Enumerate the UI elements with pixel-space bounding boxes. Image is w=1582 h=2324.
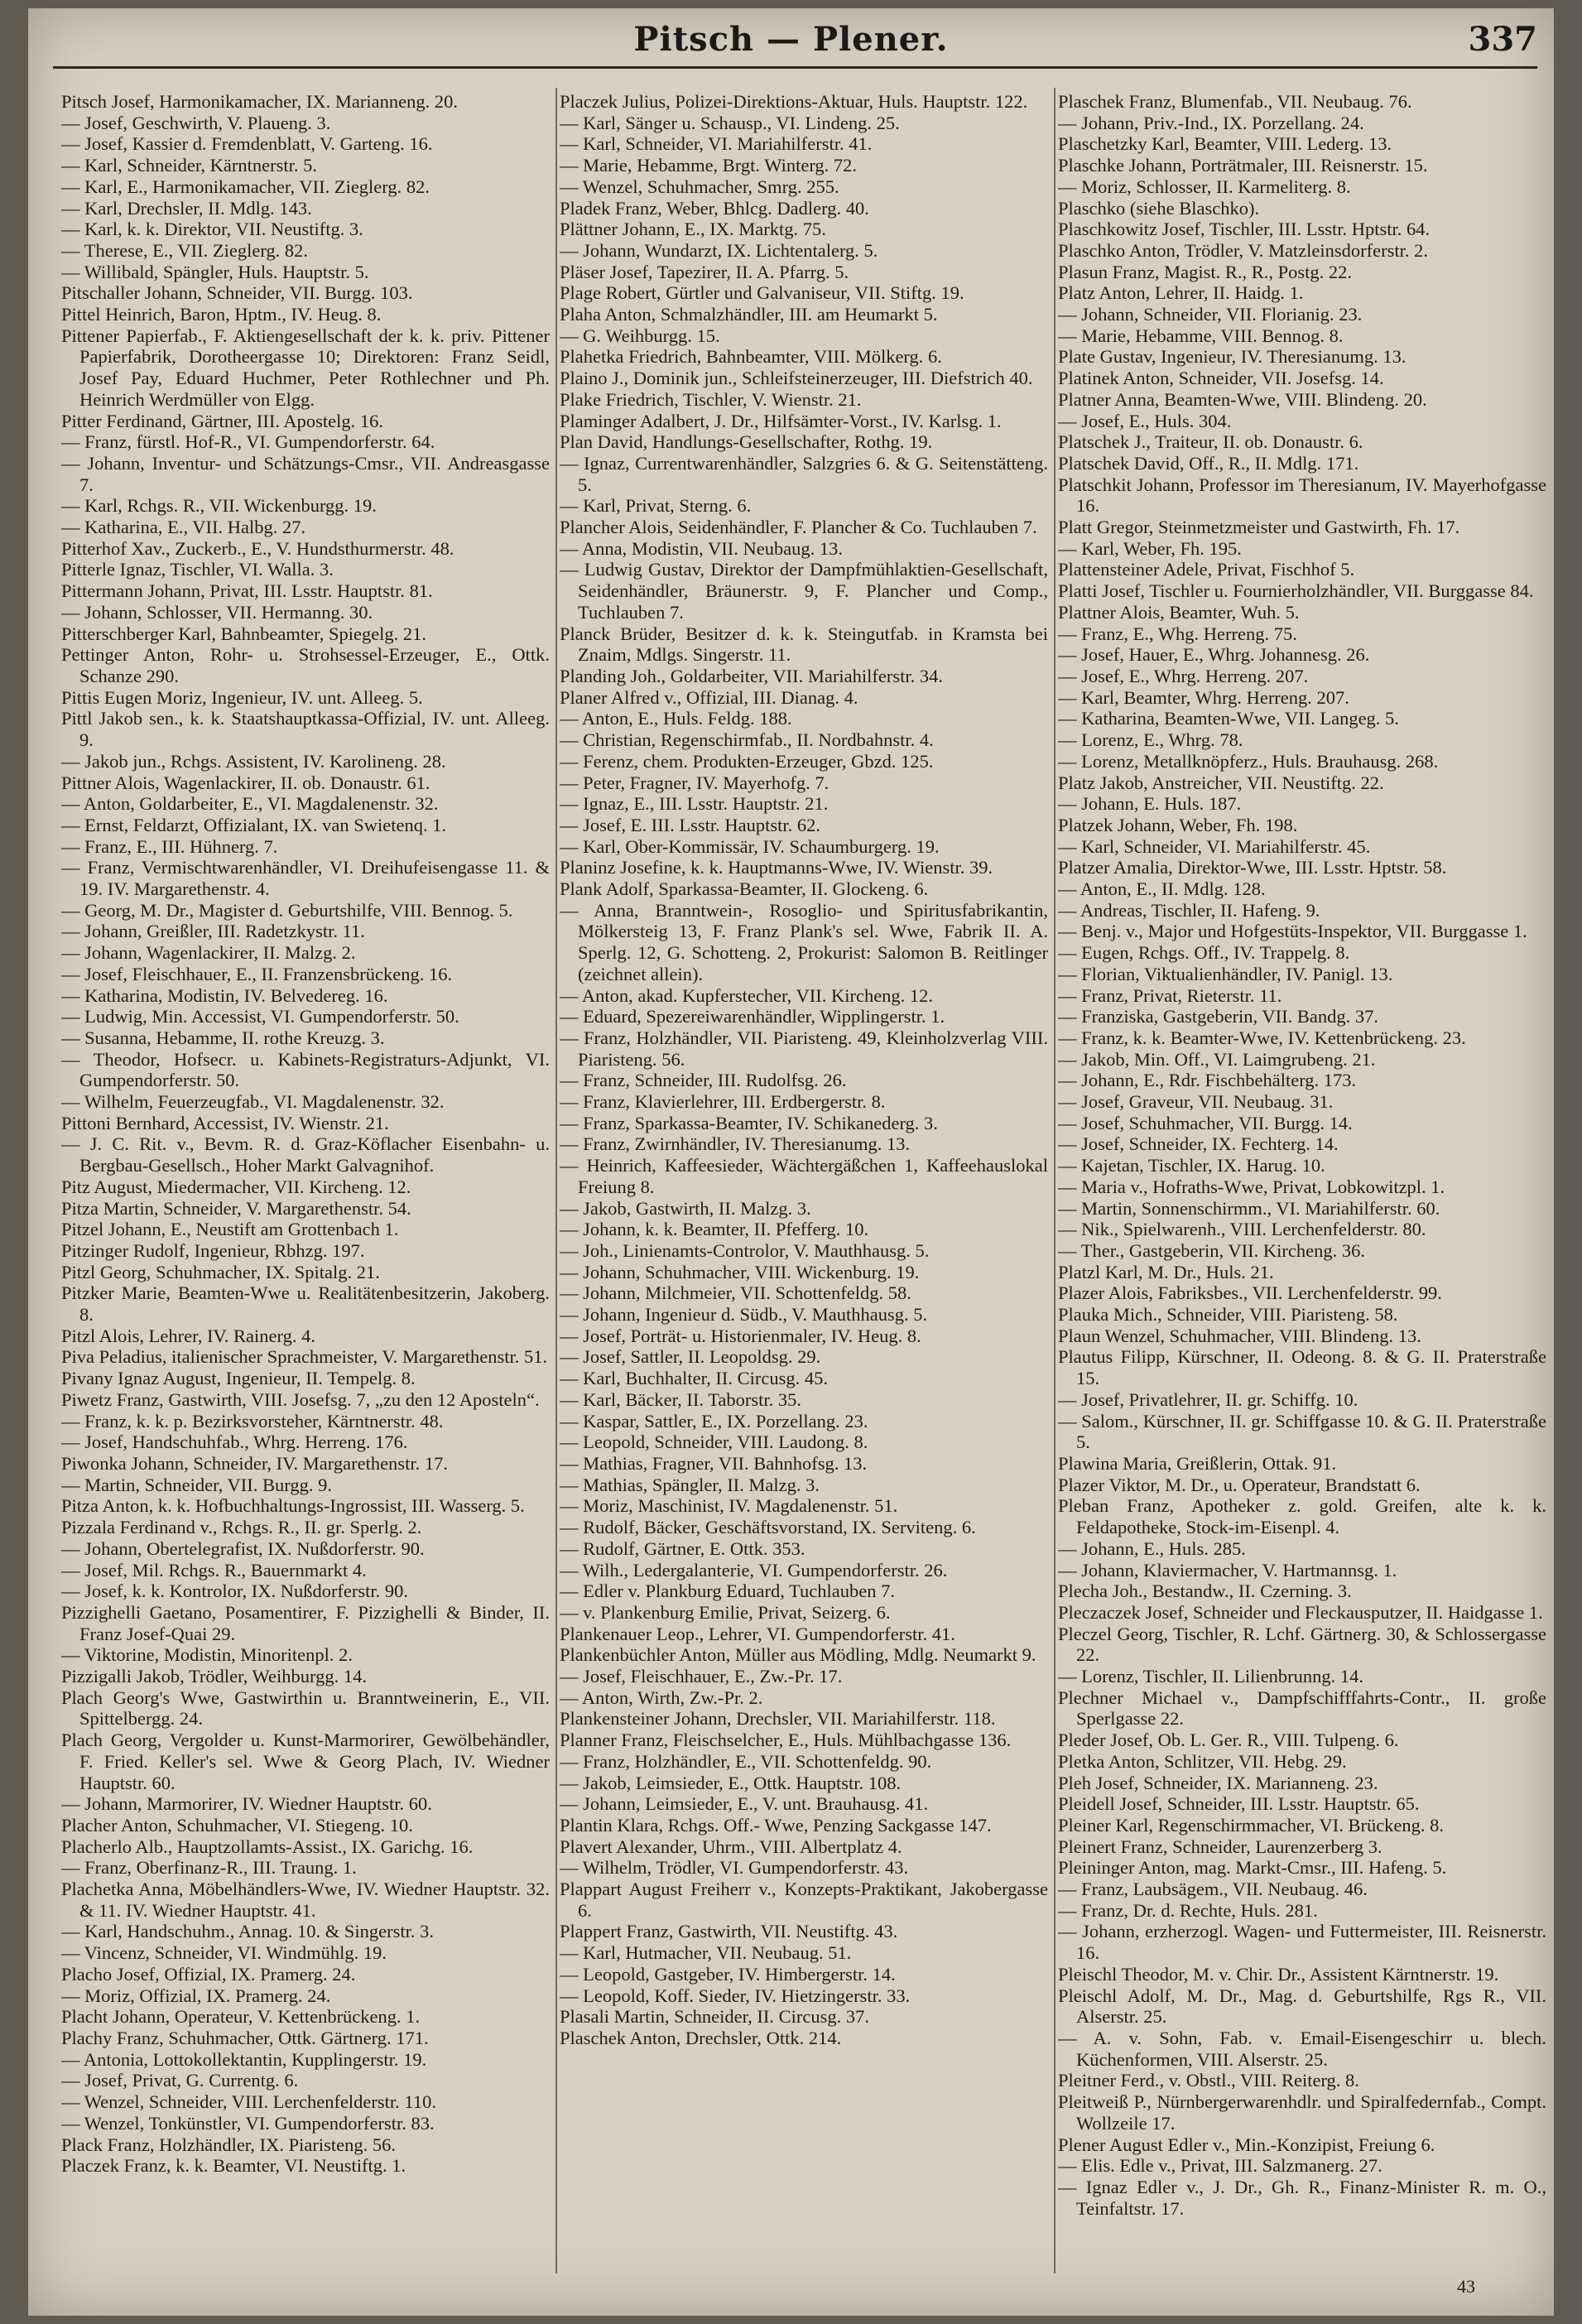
directory-entry: — Franz, k. k. Beamter-Wwe, IV. Kettenbrückeng. 23.: [1058, 1027, 1466, 1048]
directory-entry: — Johann, Wundarzt, IX. Lichtentalerg. 5.: [560, 239, 878, 261]
directory-entry: — Franz, fürstl. Hof-R., VI. Gumpendorferstr. 64.: [61, 431, 435, 453]
directory-entry: — Johann, Schuhmacher, VIII. Wickenburg. 19.: [560, 1261, 920, 1282]
directory-entry: Plener August Edler v., Min.-Konzipist, Freiung 6.: [1058, 2134, 1435, 2155]
directory-entry: — Johann, Obertelegrafist, IX. Nußdorferstr. 90.: [61, 1537, 425, 1559]
running-title: Pitsch — Plener.: [633, 20, 949, 59]
directory-entry: — Johann, Leimsieder, E., V. unt. Brauhausg. 41.: [560, 1793, 929, 1815]
directory-entry: Plan David, Handlungs-Gesellschafter, Rothg. 19.: [560, 431, 933, 453]
directory-entry: Pizzighelli Gaetano, Posamentirer, F. Pizzighelli & Binder, II. Franz Josef-Quai 29.: [61, 1601, 550, 1644]
directory-entry: Platschek David, Off., R., II. Mdlg. 171.: [1058, 452, 1359, 474]
directory-entry: Plaschek Franz, Blumenfab., VII. Neubaug. 76.: [1058, 91, 1412, 112]
directory-entry: — Lorenz, Metallknöpferz., Huls. Brauhausg. 268.: [1058, 750, 1439, 772]
directory-entry: — Mathias, Spängler, II. Malzg. 3.: [560, 1474, 820, 1495]
directory-entry: — Kaspar, Sattler, E., IX. Porzellang. 23.: [560, 1410, 868, 1431]
directory-entry: Pleiner Karl, Regenschirmmacher, VI. Brückeng. 8.: [1058, 1814, 1445, 1836]
directory-entry: — Marie, Hebamme, VIII. Bennog. 8.: [1058, 325, 1344, 346]
directory-entry: — Karl, E., Harmonikamacher, VII. Zieglerg. 82.: [61, 176, 430, 197]
directory-entry: Plachy Franz, Schuhmacher, Ottk. Gärtnerg. 171.: [61, 2027, 429, 2048]
directory-entry: — Josef, Fleischhauer, E., Zw.-Pr. 17.: [560, 1666, 843, 1687]
directory-page: [28, 8, 1554, 2316]
directory-entry: Plankenbüchler Anton, Müller aus Mödling, Mdlg. Neumarkt 9.: [560, 1644, 1036, 1666]
directory-entry: — Susanna, Hebamme, II. rothe Kreuzg. 3.: [61, 1027, 385, 1048]
directory-entry: — Franz, Privat, Rieterstr. 11.: [1058, 984, 1282, 1006]
directory-entry: — Johann, Wagenlackirer, II. Malzg. 2.: [61, 942, 356, 964]
column-divider: [1054, 88, 1055, 2273]
directory-entry: — Josef, Kassier d. Fremdenblatt, V. Garteng. 16.: [61, 133, 433, 155]
directory-entry: — Florian, Viktualienhändler, IV. Panigl. 13.: [1058, 963, 1393, 984]
directory-entry: Pläser Josef, Tapezirer, II. A. Pfarrg. 5.: [560, 261, 849, 282]
directory-entry: — Franz, Vermischtwarenhändler, VI. Dreihufeisengasse 11. & 19. IV. Margarethenstr. 4.: [61, 857, 550, 900]
directory-entry: — Josef, Fleischhauer, E., II. Franzensbrückeng. 16.: [61, 963, 453, 984]
directory-entry: Plaha Anton, Schmalzhändler, III. am Heumarkt 5.: [560, 304, 938, 325]
directory-entry: Plank Adolf, Sparkassa-Beamter, II. Glockeng. 6.: [560, 878, 929, 900]
directory-entry: Plattensteiner Adele, Privat, Fischhof 5.: [1058, 559, 1355, 580]
directory-entry: — Ernst, Feldarzt, Offizialant, IX. van Swietenq. 1.: [61, 814, 447, 835]
directory-entry: Placzek Franz, k. k. Beamter, VI. Neustiftg. 1.: [61, 2155, 406, 2177]
directory-entry: — Jakob, Leimsieder, E., Ottk. Hauptstr. 108.: [560, 1772, 902, 1793]
header-rule: [53, 66, 1537, 69]
directory-entry: Platinek Anton, Schneider, VII. Josefsg. 14.: [1058, 368, 1384, 389]
directory-entry: — Ignaz, E., III. Lsstr. Hauptstr. 21.: [560, 793, 829, 815]
directory-entry: — Josef, Sattler, II. Leopoldsg. 29.: [560, 1346, 821, 1368]
directory-entry: Pitzl Alois, Lehrer, IV. Rainerg. 4.: [61, 1325, 315, 1346]
directory-entry: — Christian, Regenschirmfab., II. Nordbahnstr. 4.: [560, 729, 934, 751]
directory-entry: Plasali Martin, Schneider, II. Circusg. 37.: [560, 2006, 870, 2028]
directory-entry: Planding Joh., Goldarbeiter, VII. Mariahilferstr. 34.: [560, 665, 943, 686]
directory-entry: — A. v. Sohn, Fab. v. Email-Eisengeschirr u. blech. Küchenformen, VIII. Alserstr. 25.: [1058, 2027, 1546, 2070]
directory-entry: Pitter Ferdinand, Gärtner, III. Apostelg. 16.: [61, 410, 384, 431]
directory-entry: Plattner Alois, Beamter, Wuh. 5.: [1058, 601, 1300, 623]
directory-entry: — Lorenz, E., Whrg. 78.: [1058, 729, 1243, 751]
directory-entry: — Eugen, Rchgs. Off., IV. Trappelg. 8.: [1058, 942, 1350, 964]
directory-entry: — Franz, k. k. p. Bezirksvorsteher, Kärntnerstr. 48.: [61, 1410, 444, 1431]
directory-entry: — Anton, Goldarbeiter, E., VI. Magdalenenstr. 32.: [61, 793, 439, 815]
directory-entry: Pizzala Ferdinand v., Rchgs. R., II. gr. Sperlg. 2.: [61, 1517, 422, 1538]
directory-entry: Plechner Michael v., Dampfschifffahrts-Contr., II. große Sperlgasse 22.: [1058, 1686, 1546, 1730]
directory-entry: Plaschetzky Karl, Beamter, VIII. Lederg. 13.: [1058, 133, 1392, 155]
directory-entry: Plaschek Anton, Drechsler, Ottk. 214.: [560, 2027, 842, 2048]
directory-entry: — Josef, Geschwirth, V. Plaueng. 3.: [61, 112, 331, 133]
directory-entry: Plate Gustav, Ingenieur, IV. Theresianumg. 13.: [1058, 346, 1406, 368]
directory-entry: — Johann, Schlosser, VII. Hermanng. 30.: [61, 601, 373, 623]
directory-entry: — Johann, E. Huls. 187.: [1058, 793, 1242, 815]
directory-entry: — Ludwig Gustav, Direktor der Dampfmühlaktien-Gesellschaft, Seidenhändler, Bräunerstr. 9, F. Plancher und Comp., Tuchlauben 7.: [560, 559, 1048, 623]
directory-entry: Planner Franz, Fleischselcher, E., Huls. Mühlbachgasse 136.: [560, 1730, 1012, 1751]
directory-entry: — Martin, Sonnenschirmm., VI. Mariahilferstr. 60.: [1058, 1197, 1440, 1219]
directory-entry: Pittner Alois, Wagenlackirer, II. ob. Donaustr. 61.: [61, 772, 430, 793]
directory-entry: Pleidell Josef, Schneider, III. Lsstr. Hauptstr. 65.: [1058, 1793, 1420, 1815]
directory-entry: — Peter, Fragner, IV. Mayerhofg. 7.: [560, 772, 829, 793]
directory-entry: — Salom., Kürschner, II. gr. Schiffgasse 10. & G. II. Praterstraße 5.: [1058, 1410, 1546, 1453]
directory-entry: Plack Franz, Holzhändler, IX. Piaristeng. 56.: [61, 2134, 397, 2155]
directory-entry: — Johann, Priv.-Ind., IX. Porzellang. 24.: [1058, 112, 1364, 133]
directory-entry: — Rudolf, Bäcker, Geschäftsvorstand, IX. Serviteng. 6.: [560, 1517, 976, 1538]
directory-entry: Plaschke Johann, Porträtmaler, III. Reisnerstr. 15.: [1058, 155, 1428, 176]
directory-entry: — Kajetan, Tischler, IX. Harug. 10.: [1058, 1155, 1325, 1176]
directory-entry: — Johann, Milchmeier, VII. Schottenfeldg. 58.: [560, 1282, 911, 1304]
directory-entry: — Karl, Weber, Fh. 195.: [1058, 537, 1242, 559]
directory-entry: Platner Anna, Beamten-Wwe, VIII. Blindeng. 20.: [1058, 388, 1427, 410]
directory-entry: — Karl, k. k. Direktor, VII. Neustiftg. 3.: [61, 219, 363, 240]
directory-entry: — Josef, E., Huls. 304.: [1058, 410, 1232, 431]
directory-entry: — Antonia, Lottokollektantin, Kupplingerstr. 19.: [61, 2048, 427, 2070]
directory-entry: — J. C. Rit. v., Bevm. R. d. Graz-Köflacher Eisenbahn- u. Bergbau-Gesellsch., Hoher Markt Galvagnihof.: [61, 1133, 550, 1176]
directory-entry: Pitzinger Rudolf, Ingenieur, Rbhzg. 197.: [61, 1239, 365, 1261]
directory-entry: Platt Gregor, Steinmetzmeister und Gastwirth, Fh. 17.: [1058, 517, 1460, 538]
directory-entry: Pleh Josef, Schneider, IX. Marianneng. 23.: [1058, 1772, 1378, 1793]
directory-entry: — Heinrich, Kaffeesieder, Wächtergäßchen 1, Kaffeehauslokal Freiung 8.: [560, 1155, 1048, 1197]
directory-entry: — Wenzel, Schneider, VIII. Lerchenfelderstr. 110.: [61, 2091, 436, 2113]
directory-entry: — Karl, Ober-Kommissär, IV. Schaumburgerg. 19.: [560, 835, 940, 857]
directory-entry: Platschkit Johann, Professor im Theresianum, IV. Mayerhofgasse 16.: [1058, 474, 1546, 517]
column-1: [61, 91, 550, 2277]
directory-entry: Pittis Eugen Moriz, Ingenieur, IV. unt. Alleeg. 5.: [61, 686, 423, 708]
directory-entry: — Josef, E. III. Lsstr. Hauptstr. 62.: [560, 814, 820, 835]
directory-entry: — Wilh., Ledergalanterie, VI. Gumpendorferstr. 26.: [560, 1559, 948, 1581]
directory-entry: — Lorenz, Tischler, II. Lilienbrunng. 14.: [1058, 1666, 1364, 1687]
directory-entry: — Willibald, Spängler, Huls. Hauptstr. 5.: [61, 261, 369, 282]
directory-entry: — Edler v. Plankburg Eduard, Tuchlauben 7.: [560, 1581, 895, 1602]
directory-entry: Platz Anton, Lehrer, II. Haidg. 1.: [1058, 282, 1304, 304]
directory-entry: — Karl, Drechsler, II. Mdlg. 143.: [61, 197, 312, 219]
directory-entry: — Josef, k. k. Kontrolor, IX. Nußdorferstr. 90.: [61, 1581, 409, 1602]
directory-entry: Pettinger Anton, Rohr- u. Strohsessel-Erzeuger, E., Ottk. Schanze 290.: [61, 644, 550, 686]
directory-entry: — Ther., Gastgeberin, VII. Kircheng. 36.: [1058, 1239, 1365, 1261]
page-number: 337: [1468, 20, 1537, 59]
directory-entry: Pittoni Bernhard, Accessist, IV. Wienstr. 21.: [61, 1112, 389, 1133]
directory-entry: Piwetz Franz, Gastwirth, VIII. Josefsg. 7, „zu den 12 Aposteln“.: [61, 1388, 540, 1410]
directory-entry: — Ignaz Edler v., J. Dr., Gh. R., Finanz-Minister R. m. O., Teinfaltstr. 17.: [1058, 2176, 1546, 2219]
directory-entry: — Karl, Sänger u. Schausp., VI. Lindeng. 25.: [560, 112, 900, 133]
directory-entry: — Johann, Ingenieur d. Südb., V. Mauthhausg. 5.: [560, 1304, 928, 1326]
directory-entry: Pittener Papierfab., F. Aktiengesellschaft der k. k. priv. Pittener Papierfabrik, Dorotheergasse 10; Direktoren: Franz Seidl, Josef Pay, Eduard Huchmer, Peter Rothlechner und Ph. Heinrich Werdmüller von Elgg.: [61, 325, 550, 410]
directory-entry: Pizzigalli Jakob, Trödler, Weihburgg. 14.: [61, 1666, 367, 1687]
directory-entry: Pletka Anton, Schlitzer, VII. Hebg. 29.: [1058, 1750, 1347, 1772]
directory-entry: — v. Plankenburg Emilie, Privat, Seizerg. 6.: [560, 1601, 891, 1623]
directory-entry: Plage Robert, Gürtler und Galvaniseur, VII. Stiftg. 19.: [560, 282, 964, 304]
directory-entry: — Anna, Branntwein-, Rosoglio- und Spiritusfabrikantin, Mölkersteig 13, F. Franz Plank's sel. Wwe, Fabrik II. A. Sperlg. 12, G. Schotteng. 2, Prokurist: Salomon B. Reitlinger (zeichnet allein).: [560, 899, 1048, 984]
directory-entry: Platzek Johann, Weber, Fh. 198.: [1058, 814, 1298, 835]
directory-entry: — Karl, Privat, Sterng. 6.: [560, 495, 752, 517]
directory-entry: — Johann, erzherzogl. Wagen- und Futtermeister, III. Reisnerstr. 16.: [1058, 1921, 1546, 1964]
directory-entry: Pitterhof Xav., Zuckerb., E., V. Hundsthurmerstr. 48.: [61, 537, 454, 559]
directory-entry: — Anton, akad. Kupferstecher, VII. Kircheng. 12.: [560, 984, 934, 1006]
directory-entry: Plankensteiner Johann, Drechsler, VII. Mariahilferstr. 118.: [560, 1708, 996, 1730]
directory-entry: Plancher Alois, Seidenhändler, F. Plancher & Co. Tuchlauben 7.: [560, 517, 1037, 538]
directory-entry: — Josef, Handschuhfab., Whrg. Herreng. 176.: [61, 1431, 408, 1453]
directory-entry: — Karl, Schneider, VI. Mariahilferstr. 45.: [1058, 835, 1371, 857]
directory-entry: Placho Josef, Offizial, IX. Pramerg. 24.: [61, 1963, 356, 1985]
directory-entry: — Franz, Dr. d. Rechte, Huls. 281.: [1058, 1899, 1318, 1921]
directory-entry: — Anton, E., Huls. Feldg. 188.: [560, 708, 792, 729]
directory-entry: — Josef, Hauer, E., Whrg. Johannesg. 26.: [1058, 644, 1370, 666]
directory-entry: — Wilhelm, Trödler, VI. Gumpendorferstr. 43.: [560, 1857, 909, 1879]
directory-entry: Plaun Wenzel, Schuhmacher, VIII. Blindeng. 13.: [1058, 1325, 1421, 1346]
directory-entry: — Moriz, Offizial, IX. Pramerg. 24.: [61, 1985, 331, 2006]
column-divider: [555, 88, 557, 2273]
directory-entry: Placzek Julius, Polizei-Direktions-Aktuar, Huls. Hauptstr. 122.: [560, 91, 1028, 112]
directory-entry: — Johann, E., Huls. 285.: [1058, 1537, 1246, 1559]
directory-entry: — Johann, E., Rdr. Fischbehälterg. 173.: [1058, 1070, 1357, 1091]
directory-entry: — Marie, Hebamme, Brgt. Winterg. 72.: [560, 155, 858, 176]
directory-entry: Plach Georg's Wwe, Gastwirthin u. Branntweinerin, E., VII. Spittelbergg. 24.: [61, 1686, 550, 1730]
directory-entry: — Moriz, Maschinist, IV. Magdalenenstr. 51.: [560, 1495, 898, 1517]
directory-entry: Pitschaller Johann, Schneider, VII. Burgg. 103.: [61, 282, 413, 304]
directory-entry: — Anton, E., II. Mdlg. 128.: [1058, 878, 1266, 900]
directory-entry: — Leopold, Gastgeber, IV. Himbergerstr. 14.: [560, 1963, 896, 1985]
directory-entry: — Katharina, E., VII. Halbg. 27.: [61, 517, 306, 538]
directory-entry: Plecha Joh., Bestandw., II. Czerning. 3.: [1058, 1581, 1352, 1602]
directory-entry: — Karl, Buchhalter, II. Circusg. 45.: [560, 1368, 829, 1389]
directory-entry: Pitz August, Miedermacher, VII. Kircheng. 12.: [61, 1176, 411, 1197]
directory-entry: — Wilhelm, Feuerzeugfab., VI. Magdalenenstr. 32.: [61, 1091, 445, 1113]
directory-entry: Plappart August Freiherr v., Konzepts-Praktikant, Jakobergasse 6.: [560, 1879, 1048, 1921]
directory-entry: — Franz, Holzhändler, VII. Piaristeng. 49, Kleinholzverlag VIII. Piaristeng. 56.: [560, 1027, 1048, 1070]
directory-entry: Plättner Johann, E., IX. Marktg. 75.: [560, 219, 826, 240]
directory-entry: — Ignaz, Currentwarenhändler, Salzgries 6. & G. Seitenstätteng. 5.: [560, 452, 1048, 495]
directory-entry: — Jakob jun., Rchgs. Assistent, IV. Karolineng. 28.: [61, 750, 446, 772]
directory-entry: Plachetka Anna, Möbelhändlers-Wwe, IV. Wiedner Hauptstr. 32. & 11. IV. Wiedner Hauptstr. 41.: [61, 1879, 550, 1921]
directory-entry: — Josef, Mil. Rchgs. R., Bauernmarkt 4.: [61, 1559, 367, 1581]
directory-entry: — Josef, Privatlehrer, II. gr. Schiffg. 10.: [1058, 1388, 1358, 1410]
directory-entry: — Ludwig, Min. Accessist, VI. Gumpendorferstr. 50.: [61, 1006, 459, 1027]
directory-entry: — Franz, Zwirnhändler, IV. Theresianumg. 13.: [560, 1133, 911, 1155]
directory-entry: Pleitweiß P., Nürnbergerwarenhdlr. und Spiralfedernfab., Compt. Wollzeile 17.: [1058, 2091, 1546, 2134]
directory-entry: — Georg, M. Dr., Magister d. Geburtshilfe, VIII. Bennog. 5.: [61, 899, 513, 921]
directory-entry: Plaminger Adalbert, J. Dr., Hilfsämter-Vorst., IV. Karlsg. 1.: [560, 410, 1002, 431]
directory-entry: — Mathias, Fragner, VII. Bahnhofsg. 13.: [560, 1453, 868, 1474]
directory-entry: — Johann, Marmorirer, IV. Wiedner Hauptstr. 60.: [61, 1793, 432, 1815]
directory-entry: Pleininger Anton, mag. Markt-Cmsr., III. Hafeng. 5.: [1058, 1857, 1447, 1879]
directory-entry: — Benj. v., Major und Hofgestüts-Inspektor, VII. Burggasse 1.: [1058, 921, 1527, 942]
directory-entry: Pitza Martin, Schneider, V. Margarethenstr. 54.: [61, 1197, 411, 1219]
directory-entry: Planinz Josefine, k. k. Hauptmanns-Wwe, IV. Wienstr. 39.: [560, 857, 993, 878]
directory-entry: Planck Brüder, Besitzer d. k. k. Steingutfab. in Kramsta bei Znaim, Mdlgs. Singerstr. 11.: [560, 623, 1048, 666]
directory-entry: — Johann, Klaviermacher, V. Hartmannsg. 1.: [1058, 1559, 1397, 1581]
directory-entry: Pitterle Ignaz, Tischler, VI. Walla. 3.: [61, 559, 334, 580]
directory-entry: Plaino J., Dominik jun., Schleifsteinerzeuger, III. Diefstrich 40.: [560, 368, 1033, 389]
directory-entry: Pittl Jakob sen., k. k. Staatshauptkassa-Offizial, IV. unt. Alleeg. 9.: [61, 708, 550, 751]
directory-entry: — Karl, Beamter, Whrg. Herreng. 207.: [1058, 686, 1349, 708]
directory-entry: — Anna, Modistin, VII. Neubaug. 13.: [560, 537, 844, 559]
directory-entry: — Franz, Oberfinanz-R., III. Traung. 1.: [61, 1857, 357, 1879]
directory-entry: Pleitner Ferd., v. Obstl., VIII. Reiterg. 8.: [1058, 2070, 1359, 2091]
directory-entry: — Josef, Schneider, IX. Fechterg. 14.: [1058, 1133, 1339, 1155]
directory-entry: — Josef, E., Whrg. Herreng. 207.: [1058, 665, 1309, 686]
directory-entry: — Franz, Schneider, III. Rudolfsg. 26.: [560, 1070, 847, 1091]
directory-entry: — Anton, Wirth, Zw.-Pr. 2.: [560, 1686, 763, 1708]
directory-entry: — Johann, Schneider, VII. Florianig. 23.: [1058, 304, 1363, 325]
directory-entry: Plaschko (siehe Blaschko).: [1058, 197, 1260, 219]
directory-entry: — Viktorine, Modistin, Minoritenpl. 2.: [61, 1644, 353, 1666]
directory-entry: Pitzel Johann, E., Neustift am Grottenbach 1.: [61, 1219, 399, 1240]
directory-entry: Piva Peladius, italienischer Sprachmeister, V. Margarethenstr. 51.: [61, 1346, 548, 1368]
directory-entry: — Moriz, Schlosser, II. Karmeliterg. 8.: [1058, 176, 1351, 197]
directory-entry: Plauka Mich., Schneider, VIII. Piaristeng. 58.: [1058, 1304, 1398, 1326]
directory-entry: Plautus Filipp, Kürschner, II. Odeong. 8. & G. II. Praterstraße 15.: [1058, 1346, 1546, 1389]
directory-entry: Placherlo Alb., Hauptzollamts-Assist., IX. Garichg. 16.: [61, 1836, 474, 1857]
directory-entry: Pittermann Johann, Privat, III. Lsstr. Hauptstr. 81.: [61, 580, 433, 602]
directory-entry: — Franz, E., III. Hühnerg. 7.: [61, 835, 278, 857]
directory-entry: — Wenzel, Schuhmacher, Smrg. 255.: [560, 176, 839, 197]
directory-entry: Pitza Anton, k. k. Hofbuchhaltungs-Ingrossist, III. Wasserg. 5.: [61, 1495, 525, 1517]
directory-entry: Platti Josef, Tischler u. Fournierholzhändler, VII. Burggasse 84.: [1058, 580, 1534, 602]
directory-entry: Placher Anton, Schuhmacher, VI. Stiegeng. 10.: [61, 1814, 413, 1836]
directory-entry: Pitzl Georg, Schuhmacher, IX. Spitalg. 21.: [61, 1261, 380, 1282]
directory-entry: Piwonka Johann, Schneider, IV. Margarethenstr. 17.: [61, 1453, 448, 1474]
directory-entry: Pitzker Marie, Beamten-Wwe u. Realitätenbesitzerin, Jakoberg. 8.: [61, 1282, 550, 1326]
directory-entry: — Theodor, Hofsecr. u. Kabinets-Registraturs-Adjunkt, VI. Gumpendorferstr. 50.: [61, 1048, 550, 1091]
directory-entry: — Franz, Laubsägem., VII. Neubaug. 46.: [1058, 1879, 1368, 1900]
directory-entry: — Karl, Rchgs. R., VII. Wickenburgg. 19.: [61, 495, 377, 517]
directory-entry: — Karl, Schneider, Kärntnerstr. 5.: [61, 155, 318, 176]
directory-entry: Plazer Alois, Fabriksbes., VII. Lerchenfelderstr. 99.: [1058, 1282, 1442, 1304]
directory-entry: Planer Alfred v., Offizial, III. Dianag. 4.: [560, 686, 858, 708]
directory-entry: — Rudolf, Gärtner, E. Ottk. 353.: [560, 1537, 805, 1559]
directory-entry: Plahetka Friedrich, Bahnbeamter, VIII. Mölkerg. 6.: [560, 346, 942, 368]
directory-entry: — Franz, Klavierlehrer, III. Erdbergerstr. 8.: [560, 1091, 886, 1113]
directory-entry: Placht Johann, Operateur, V. Kettenbrückeng. 1.: [61, 2006, 421, 2028]
directory-entry: Pladek Franz, Weber, Bhlcg. Dadlerg. 40.: [560, 197, 869, 219]
directory-entry: — Nik., Spielwarenh., VIII. Lerchenfelderstr. 80.: [1058, 1219, 1426, 1240]
directory-entry: — Josef, Schuhmacher, VII. Burgg. 14.: [1058, 1112, 1353, 1133]
directory-entry: Platz Jakob, Anstreicher, VII. Neustiftg. 22.: [1058, 772, 1384, 793]
directory-entry: — Andreas, Tischler, II. Hafeng. 9.: [1058, 899, 1320, 921]
directory-entry: — Franz, Holzhändler, E., VII. Schottenfeldg. 90.: [560, 1750, 932, 1772]
directory-entry: — Josef, Porträt- u. Historienmaler, IV. Heug. 8.: [560, 1325, 921, 1346]
directory-entry: Pleischl Adolf, M. Dr., Mag. d. Geburtshilfe, Rgs R., VII. Alserstr. 25.: [1058, 1985, 1546, 2028]
page-header: [28, 8, 1554, 66]
directory-entry: — Katharina, Modistin, IV. Belvedereg. 16.: [61, 984, 388, 1006]
directory-entry: — Franz, Sparkassa-Beamter, IV. Schikanederg. 3.: [560, 1112, 938, 1133]
directory-entry: — Leopold, Schneider, VIII. Laudong. 8.: [560, 1431, 868, 1453]
directory-entry: Plappert Franz, Gastwirth, VII. Neustiftg. 43.: [560, 1921, 898, 1942]
directory-entry: Plake Friedrich, Tischler, V. Wienstr. 21.: [560, 388, 862, 410]
directory-entry: Plankenauer Leop., Lehrer, VI. Gumpendorferstr. 41.: [560, 1623, 955, 1644]
directory-entry: — Therese, E., VII. Zieglerg. 82.: [61, 239, 309, 261]
directory-entry: — Elis. Edle v., Privat, III. Salzmanerg. 27.: [1058, 2155, 1382, 2177]
directory-entry: Pitterschberger Karl, Bahnbeamter, Spiegelg. 21.: [61, 623, 427, 644]
directory-entry: Platzl Karl, M. Dr., Huls. 21.: [1058, 1261, 1274, 1282]
directory-entry: — Johann, k. k. Beamter, II. Pfefferg. 10.: [560, 1219, 869, 1240]
directory-entry: — Ferenz, chem. Produkten-Erzeuger, Gbzd. 125.: [560, 750, 934, 772]
directory-entry: — Maria v., Hofraths-Wwe, Privat, Lobkowitzpl. 1.: [1058, 1176, 1445, 1197]
directory-entry: Pitsch Josef, Harmonikamacher, IX. Marianneng. 20.: [61, 91, 458, 112]
directory-entry: — Franz, E., Whg. Herreng. 75.: [1058, 623, 1297, 644]
directory-entry: — Karl, Bäcker, II. Taborstr. 35.: [560, 1388, 802, 1410]
directory-entry: — Vincenz, Schneider, VI. Windmühlg. 19.: [61, 1942, 387, 1964]
directory-entry: Pleban Franz, Apotheker z. gold. Greifen, alte k. k. Feldapotheke, Stock-im-Eisenpl. 4.: [1058, 1495, 1546, 1538]
directory-entry: Pleinert Franz, Schneider, Laurenzerberg 3.: [1058, 1836, 1382, 1857]
directory-entry: — Martin, Schneider, VII. Burgg. 9.: [61, 1474, 332, 1495]
sheet-signature: 43: [1457, 2276, 1475, 2297]
directory-entry: — Franziska, Gastgeberin, VII. Bandg. 37.: [1058, 1006, 1379, 1027]
directory-entry: Platzer Amalia, Direktor-Wwe, III. Lsstr. Hptstr. 58.: [1058, 857, 1447, 878]
directory-entry: — Jakob, Gastwirth, II. Malzg. 3.: [560, 1197, 811, 1219]
directory-entry: — Leopold, Koff. Sieder, IV. Hietzingerstr. 33.: [560, 1985, 911, 2006]
directory-entry: Plaschko Anton, Trödler, V. Matzleinsdorferstr. 2.: [1058, 239, 1429, 261]
directory-entry: — G. Weihburgg. 15.: [560, 325, 720, 346]
directory-entry: — Karl, Hutmacher, VII. Neubaug. 51.: [560, 1942, 852, 1964]
directory-entry: Pleczel Georg, Tischler, R. Lchf. Gärtnerg. 30, & Schlossergasse 22.: [1058, 1623, 1546, 1666]
directory-entry: — Johann, Greißler, III. Radetzkystr. 11.: [61, 921, 365, 942]
column-2: [560, 91, 1048, 2277]
directory-entry: — Jakob, Min. Off., VI. Laimgrubeng. 21.: [1058, 1048, 1376, 1070]
directory-entry: Pleder Josef, Ob. L. Ger. R., VIII. Tulpeng. 6.: [1058, 1730, 1399, 1751]
directory-entry: — Johann, Inventur- und Schätzungs-Cmsr., VII. Andreasgasse 7.: [61, 452, 550, 495]
directory-entry: — Josef, Privat, G. Currentg. 6.: [61, 2070, 299, 2091]
directory-entry: — Josef, Graveur, VII. Neubaug. 31.: [1058, 1091, 1334, 1113]
directory-entry: — Joh., Linienamts-Controlor, V. Mauthhausg. 5.: [560, 1239, 930, 1261]
directory-entry: Plantin Klara, Rchgs. Off.- Wwe, Penzing Sackgasse 147.: [560, 1814, 992, 1836]
directory-entry: — Karl, Handschuhm., Annag. 10. & Singerstr. 3.: [61, 1921, 434, 1942]
directory-entry: — Eduard, Spezereiwarenhändler, Wipplingerstr. 1.: [560, 1006, 945, 1027]
directory-entry: Pittel Heinrich, Baron, Hptm., IV. Heug. 8.: [61, 304, 382, 325]
directory-entry: Pleczaczek Josef, Schneider und Fleckausputzer, II. Haidgasse 1.: [1058, 1601, 1543, 1623]
directory-entry: Plazer Viktor, M. Dr., u. Operateur, Brandstatt 6.: [1058, 1474, 1421, 1495]
directory-entry: Plasun Franz, Magist. R., R., Postg. 22.: [1058, 261, 1353, 282]
directory-entry: — Katharina, Beamten-Wwe, VII. Langeg. 5.: [1058, 708, 1399, 729]
directory-entry: — Karl, Schneider, VI. Mariahilferstr. 41.: [560, 133, 873, 155]
directory-entry: — Wenzel, Tonkünstler, VI. Gumpendorferstr. 83.: [61, 2112, 435, 2134]
column-3: [1058, 91, 1546, 2277]
directory-entry: Plawina Maria, Greißlerin, Ottak. 91.: [1058, 1453, 1337, 1474]
directory-entry: Plach Georg, Vergolder u. Kunst-Marmorirer, Gewölbehändler, F. Fried. Keller's sel. Wwe & Georg Plach, IV. Wiedner Hauptstr. 60.: [61, 1730, 550, 1793]
directory-entry: Pivany Ignaz August, Ingenieur, II. Tempelg. 8.: [61, 1368, 416, 1389]
directory-entry: Pleischl Theodor, M. v. Chir. Dr., Assistent Kärntnerstr. 19.: [1058, 1963, 1499, 1985]
directory-entry: Platschek J., Traiteur, II. ob. Donaustr. 6.: [1058, 431, 1363, 453]
directory-entry: Plavert Alexander, Uhrm., VIII. Albertplatz 4.: [560, 1836, 902, 1857]
directory-entry: Plaschkowitz Josef, Tischler, III. Lsstr. Hptstr. 64.: [1058, 219, 1431, 240]
